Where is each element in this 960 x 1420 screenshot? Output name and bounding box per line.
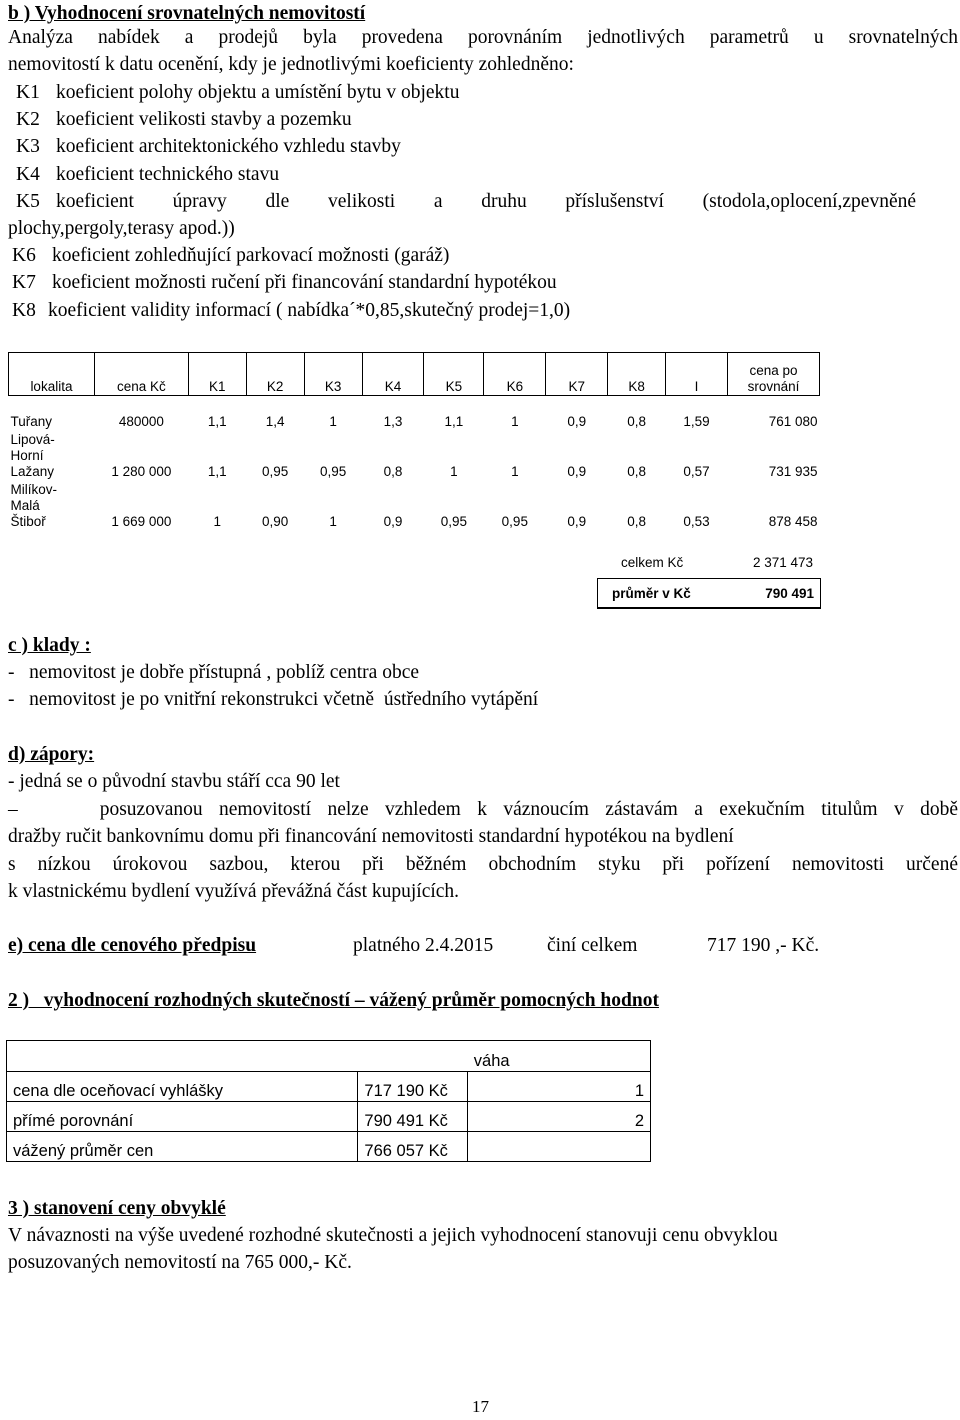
cell-lokalita: Tuřany [10,414,53,429]
table-row [7,1102,651,1132]
cell-cena: 1 280 000 [111,464,172,479]
cell-k7: 0,9 [567,464,587,479]
weight-header: váha [468,1041,651,1072]
row-label: vážený průměr cen [7,1132,358,1162]
cell-k5: 1,1 [444,414,464,429]
row-weight [468,1132,651,1162]
col-header: cena Kč [94,353,188,396]
section-e-heading: e) cena dle cenového předpisu [8,935,257,956]
cell-k2: 0,90 [262,514,289,529]
coef-k5-cont: plochy,pergoly,terasy apod.)) [8,218,235,239]
pro-item: - nemovitost je po vnitřní rekonstrukci včetně ústředního vytápění [8,689,539,710]
coef-k3: K3 koeficient architektonického vzhledu stavby [16,136,401,157]
cell-k1: 1,1 [207,414,227,429]
cell-i: 1,59 [683,414,710,429]
cell-k2: 1,4 [265,414,285,429]
row-label: přímé porovnání [7,1102,358,1132]
row-weight: 1 [468,1072,651,1102]
average-value: 790 491 [765,586,814,601]
cell-k8: 0,8 [627,514,647,529]
cell-cena: 1 669 000 [111,514,172,529]
cell-k4: 0,8 [383,464,403,479]
average-label: průměr v Kč [612,586,691,601]
row-value: 790 491 Kč [358,1102,468,1132]
table-header-row [9,353,820,396]
col-header: cena po srovnání [728,353,820,396]
con-item: - jedná se o původní stavbu stáří cca 90 let [8,771,340,792]
con-paragraph-line-3: s nízkou úrokovou sazbou, kterou při běžném obchodním styku při pořízení nemovitosti určené [8,854,958,875]
cell-k7: 0,9 [567,414,587,429]
coef-k4: K4 koeficient technického stavu [16,164,280,185]
cell-lokalita: Milíkov- Malá Štiboř [10,482,57,529]
table-row [7,1072,651,1102]
coef-k1: K1 koeficient polohy objektu a umístění bytu v objektu [16,82,460,103]
row-weight: 2 [468,1102,651,1132]
table-row [9,410,820,430]
section-2-heading: 2 ) vyhodnocení rozhodných skutečností – vážený průměr pomocných hodnot [8,990,659,1011]
cell-k6: 1 [511,414,519,429]
coef-k8: K8 koeficient validity informací ( nabídka´*0,85,skutečný prodej=1,0) [12,300,571,321]
weighted-table [6,1040,651,1162]
table-row [7,1132,651,1162]
cell-result: 731 935 [768,464,818,479]
cell-i: 0,53 [683,514,710,529]
cell-lokalita: Lipová- Horní Lažany [10,432,55,479]
cell-result: 761 080 [768,414,818,429]
cell-k3: 1 [329,514,337,529]
intro-line-1: Analýza nabídek a prodejů byla provedena porovnáním jednotlivých parametrů u srovnatelných [8,27,958,48]
col-header: K1 [188,353,246,396]
coef-k2: K2 koeficient velikosti stavby a pozemku [16,109,352,130]
section-3-line-2: posuzovaných nemovitostí na 765 000,- Kč. [8,1252,352,1273]
intro-line-2: nemovitostí k datu ocenění, kdy je jednotlivými koeficienty zohledněno: [8,54,574,75]
row-value: 766 057 Kč [358,1132,468,1162]
coef-k5: K5 koeficient úpravy dle velikosti a druhu příslušenství (stodola,oplocení,zpevněné [16,191,916,212]
cell-k6: 0,95 [501,514,528,529]
table-header-row [7,1041,651,1072]
cell-i: 0,57 [683,464,710,479]
section-e-amount-label: činí celkem [547,935,638,956]
page-number: 17 [472,1397,489,1416]
cell-k6: 1 [511,464,519,479]
section-3-line-1: V návaznosti na výše uvedené rozhodné skutečnosti a jejich vyhodnocení stanovuji cenu obvyklou [8,1225,778,1246]
col-header: K7 [546,353,608,396]
cell-k5: 1 [450,464,458,479]
total-row [597,548,819,576]
pro-item: - nemovitost je dobře přístupná , poblíž centra obce [8,662,420,683]
table-row [9,480,820,530]
total-value: 2 371 473 [752,555,813,570]
cell-k8: 0,8 [627,464,647,479]
con-paragraph-line-1: – posuzovanou nemovitostí nelze vzhledem k váznoucím zástavám a exekučním titulům v době [8,799,958,820]
section-d-heading: d) zápory: [8,744,95,765]
cell-k2: 0,95 [262,464,289,479]
col-header: K5 [424,353,484,396]
row-value: 717 190 Kč [358,1072,468,1102]
con-paragraph-line-2: dražby ručit bankovnímu domu při financování nemovitosti standardní hypotékou na bydlení [8,826,734,847]
comparison-table [8,352,820,530]
col-header: K8 [608,353,666,396]
section-c-heading: c ) klady : [8,635,91,656]
cell-k7: 0,9 [567,514,587,529]
cell-result: 878 458 [768,514,818,529]
col-header: K4 [362,353,424,396]
cell-k3: 0,95 [319,464,347,479]
table-row [9,430,820,480]
cell-k3: 1 [329,414,337,429]
col-header: K6 [484,353,546,396]
cell-k8: 0,8 [627,414,647,429]
section-e-amount: 717 190 ,- Kč. [707,935,820,956]
cell-k1: 1,1 [207,464,227,479]
average-row [597,578,821,609]
cell-cena: 480000 [118,414,164,429]
total-label: celkem Kč [621,555,684,570]
section-b-heading: b ) Vyhodnocení srovnatelných nemovitostí [8,3,366,24]
col-header: K3 [304,353,362,396]
cell-k1: 1 [213,514,221,529]
cell-k5: 0,95 [440,514,468,529]
cell-k4: 1,3 [383,414,403,429]
coef-k7: K7 koeficient možnosti ručení při financování standardní hypotékou [12,272,557,293]
section-3-heading: 3 ) stanovení ceny obvyklé [8,1198,226,1219]
coef-k6: K6 koeficient zohledňující parkovací možnosti (garáž) [12,245,450,266]
col-header: lokalita [9,353,95,396]
section-e-valid: platného 2.4.2015 [353,935,494,956]
col-header: I [666,353,728,396]
con-paragraph-line-4: k vlastnickému bydlení využívá převážná část kupujících. [8,881,460,902]
cell-k4: 0,9 [383,514,403,529]
col-header: K2 [246,353,304,396]
row-label: cena dle oceňovací vyhlášky [7,1072,358,1102]
